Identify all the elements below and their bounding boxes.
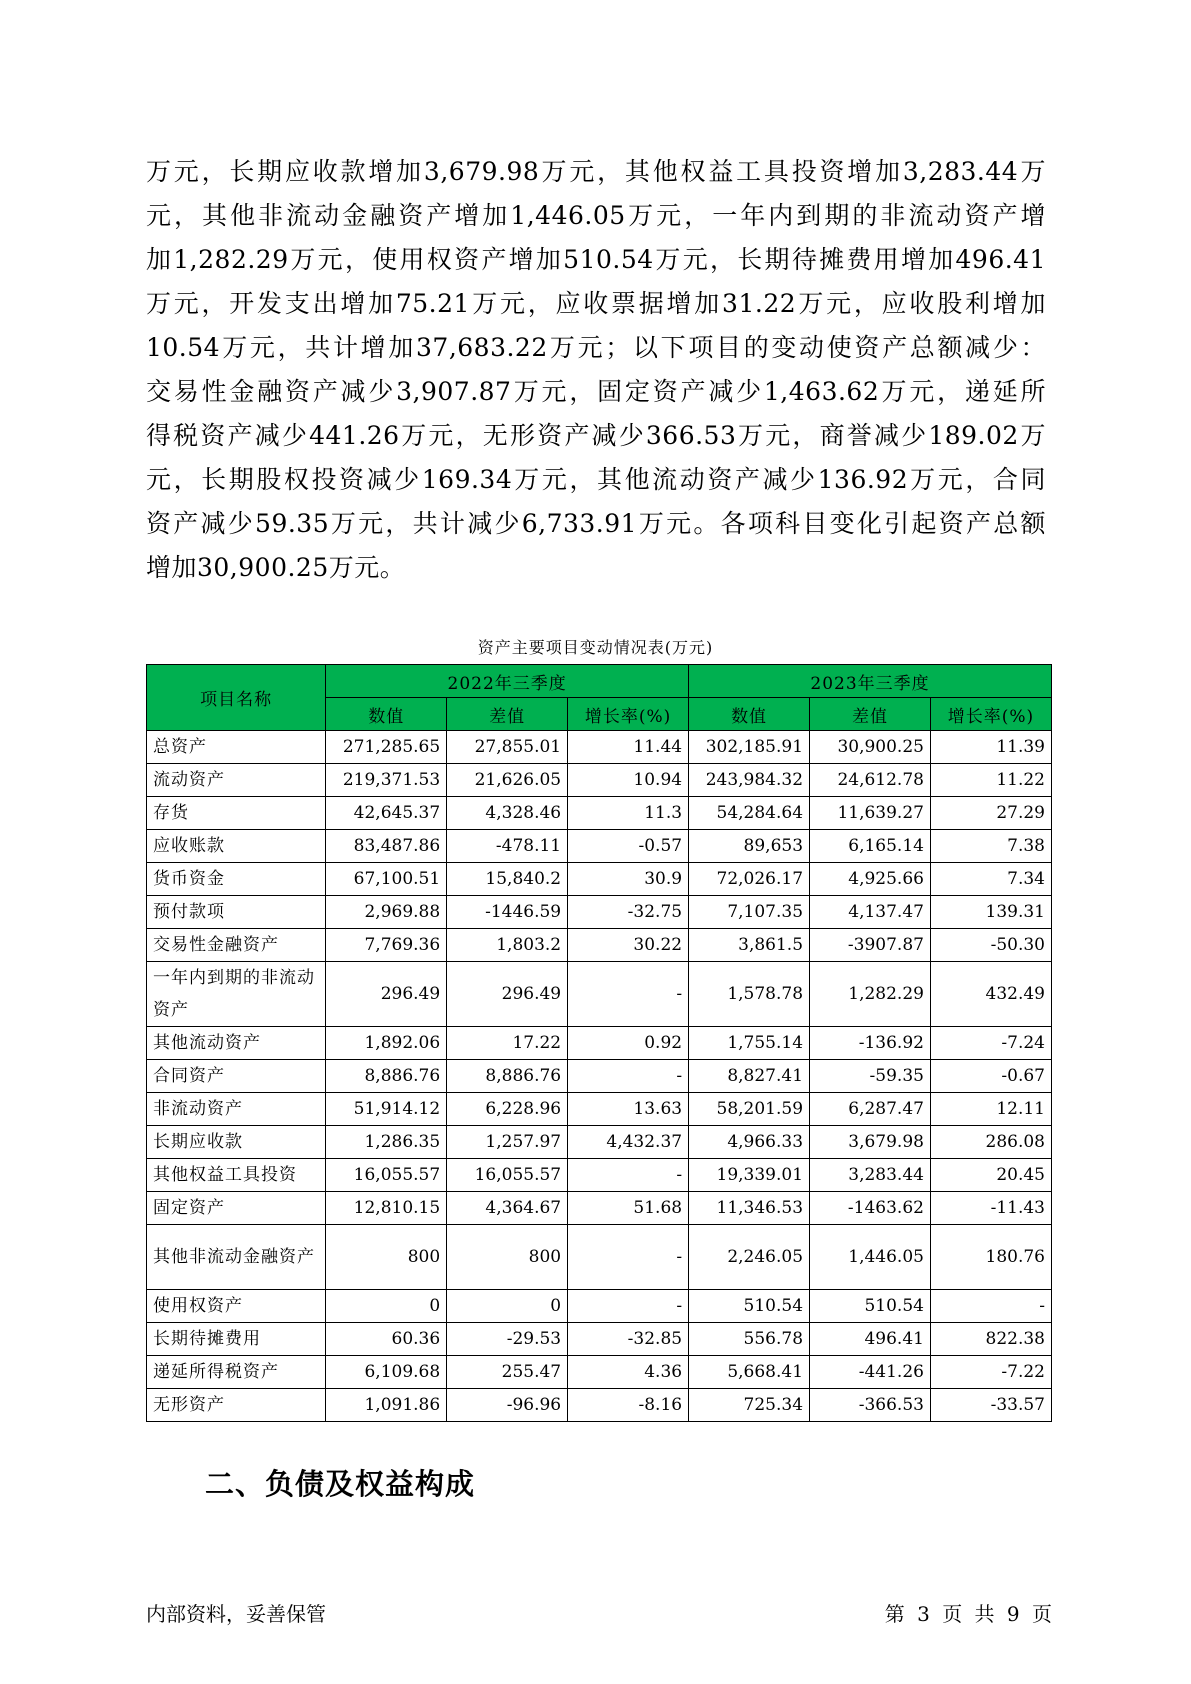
table-cell: 17.22 xyxy=(447,1027,568,1060)
table-row xyxy=(147,797,1052,830)
subheader-growth: 增长率(%) xyxy=(930,698,1051,731)
table-cell: 6,165.14 xyxy=(810,830,931,863)
paragraph-line: 加1,282.29万元，使用权资产增加510.54万元，长期待摊费用增加496.41 xyxy=(146,245,1046,274)
table-cell: 30.22 xyxy=(568,929,689,962)
table-cell: 3,283.44 xyxy=(810,1159,931,1192)
table-cell: 11,639.27 xyxy=(810,797,931,830)
paragraph-line: 万元，开发支出增加75.21万元，应收票据增加31.22万元，应收股利增加 xyxy=(146,289,1046,318)
table-cell: -8.16 xyxy=(568,1389,689,1422)
table-cell: 296.49 xyxy=(447,962,568,1027)
table-cell: 1,578.78 xyxy=(689,962,810,1027)
table-cell: 8,886.76 xyxy=(447,1060,568,1093)
table-cell: 3,679.98 xyxy=(810,1126,931,1159)
table-cell: 54,284.64 xyxy=(689,797,810,830)
table-cell: 51,914.12 xyxy=(326,1093,447,1126)
table-cell: 19,339.01 xyxy=(689,1159,810,1192)
table-cell: 27,855.01 xyxy=(447,731,568,764)
table-row xyxy=(147,1192,1052,1225)
table-cell: 432.49 xyxy=(930,962,1051,1027)
table-cell: 3,861.5 xyxy=(689,929,810,962)
table-cell: 11.22 xyxy=(930,764,1051,797)
row-label: 一年内到期的非流动资产 xyxy=(147,962,326,1027)
table-cell: 6,228.96 xyxy=(447,1093,568,1126)
table-cell: 271,285.65 xyxy=(326,731,447,764)
table-cell: 139.31 xyxy=(930,896,1051,929)
table-cell: -1463.62 xyxy=(810,1192,931,1225)
table-cell: 2,246.05 xyxy=(689,1225,810,1290)
row-label: 非流动资产 xyxy=(147,1093,326,1126)
table-row xyxy=(147,830,1052,863)
body-paragraph xyxy=(146,150,1046,590)
table-caption: 资产主要项目变动情况表(万元) xyxy=(477,638,714,657)
table-cell: -1446.59 xyxy=(447,896,568,929)
table-cell: -32.85 xyxy=(568,1323,689,1356)
table-cell: 1,755.14 xyxy=(689,1027,810,1060)
table-cell: 30,900.25 xyxy=(810,731,931,764)
table-cell: 20.45 xyxy=(930,1159,1051,1192)
table-cell: -50.30 xyxy=(930,929,1051,962)
table-cell: 7,769.36 xyxy=(326,929,447,962)
table-cell: 822.38 xyxy=(930,1323,1051,1356)
table-cell: 12,810.15 xyxy=(326,1192,447,1225)
table-cell: 11.3 xyxy=(568,797,689,830)
row-label: 总资产 xyxy=(147,731,326,764)
row-label: 长期待摊费用 xyxy=(147,1323,326,1356)
row-label: 长期应收款 xyxy=(147,1126,326,1159)
table-cell: -32.75 xyxy=(568,896,689,929)
table-cell: 72,026.17 xyxy=(689,863,810,896)
subheader-growth: 增长率(%) xyxy=(568,698,689,731)
table-row xyxy=(147,1323,1052,1356)
table-row xyxy=(147,1225,1052,1290)
table-row xyxy=(147,1159,1052,1192)
table-cell: - xyxy=(568,1225,689,1290)
table-cell: -3907.87 xyxy=(810,929,931,962)
paragraph-line: 10.54万元，共计增加37,683.22万元；以下项目的变动使资产总额减少： xyxy=(146,333,1046,362)
section-heading: 二、负债及权益构成 xyxy=(205,1467,476,1501)
row-label: 其他非流动金融资产 xyxy=(147,1225,326,1290)
table-cell: 10.94 xyxy=(568,764,689,797)
table-cell: 1,803.2 xyxy=(447,929,568,962)
table-cell: 2,969.88 xyxy=(326,896,447,929)
table-row xyxy=(147,1027,1052,1060)
table-cell: 725.34 xyxy=(689,1389,810,1422)
paragraph-line: 交易性金融资产减少3,907.87万元，固定资产减少1,463.62万元，递延所 xyxy=(146,377,1046,406)
footer-page-number: 第 3 页 共 9 页 xyxy=(884,1602,1052,1626)
row-label: 预付款项 xyxy=(147,896,326,929)
table-cell: 11.44 xyxy=(568,731,689,764)
table-cell: 0 xyxy=(447,1290,568,1323)
table-cell: 4,328.46 xyxy=(447,797,568,830)
table-row xyxy=(147,863,1052,896)
row-label: 无形资产 xyxy=(147,1389,326,1422)
paragraph-line: 得税资产减少441.26万元，无形资产减少366.53万元，商誉减少189.02万 xyxy=(146,421,1046,450)
table-cell: 496.41 xyxy=(810,1323,931,1356)
table-cell: -366.53 xyxy=(810,1389,931,1422)
paragraph-line: 元，长期股权投资减少169.34万元，其他流动资产减少136.92万元，合同 xyxy=(146,465,1046,494)
paragraph-line: 增加30,900.25万元。 xyxy=(146,553,406,582)
table-cell: 243,984.32 xyxy=(689,764,810,797)
table-cell: -7.22 xyxy=(930,1356,1051,1389)
table-cell: 60.36 xyxy=(326,1323,447,1356)
table-cell: 11,346.53 xyxy=(689,1192,810,1225)
table-cell: 8,886.76 xyxy=(326,1060,447,1093)
table-cell: 0.92 xyxy=(568,1027,689,1060)
table-cell: -0.67 xyxy=(930,1060,1051,1093)
row-label: 使用权资产 xyxy=(147,1290,326,1323)
table-cell: -7.24 xyxy=(930,1027,1051,1060)
table-cell: 30.9 xyxy=(568,863,689,896)
table-cell: 6,109.68 xyxy=(326,1356,447,1389)
table-cell: 255.47 xyxy=(447,1356,568,1389)
table-row xyxy=(147,1060,1052,1093)
table-cell: 58,201.59 xyxy=(689,1093,810,1126)
subheader-diff: 差值 xyxy=(810,698,931,731)
table-cell: -136.92 xyxy=(810,1027,931,1060)
table-cell: 15,840.2 xyxy=(447,863,568,896)
table-cell: 510.54 xyxy=(689,1290,810,1323)
table-row xyxy=(147,731,1052,764)
asset-change-table xyxy=(146,664,1052,1422)
table-cell: - xyxy=(568,1159,689,1192)
table-cell: 7.34 xyxy=(930,863,1051,896)
table-cell: 800 xyxy=(447,1225,568,1290)
row-label: 应收账款 xyxy=(147,830,326,863)
table-cell: 4,364.67 xyxy=(447,1192,568,1225)
table-cell: 1,892.06 xyxy=(326,1027,447,1060)
table-cell: -478.11 xyxy=(447,830,568,863)
table-row xyxy=(147,896,1052,929)
row-label: 其他权益工具投资 xyxy=(147,1159,326,1192)
table-cell: 556.78 xyxy=(689,1323,810,1356)
table-cell: 7,107.35 xyxy=(689,896,810,929)
table-row xyxy=(147,1126,1052,1159)
table-cell: -96.96 xyxy=(447,1389,568,1422)
table-cell: 27.29 xyxy=(930,797,1051,830)
table-row xyxy=(147,1389,1052,1422)
subheader-diff: 差值 xyxy=(447,698,568,731)
table-row xyxy=(147,764,1052,797)
table-cell: 1,282.29 xyxy=(810,962,931,1027)
row-label: 合同资产 xyxy=(147,1060,326,1093)
table-cell: -29.53 xyxy=(447,1323,568,1356)
subheader-value: 数值 xyxy=(689,698,810,731)
table-cell: 7.38 xyxy=(930,830,1051,863)
footer-confidential-note: 内部资料，妥善保管 xyxy=(146,1602,326,1626)
table-cell: 11.39 xyxy=(930,731,1051,764)
header-item-name: 项目名称 xyxy=(147,665,326,731)
table-cell: -11.43 xyxy=(930,1192,1051,1225)
table-cell: 0 xyxy=(326,1290,447,1323)
row-label: 递延所得税资产 xyxy=(147,1356,326,1389)
table-row xyxy=(147,1356,1052,1389)
table-cell: 180.76 xyxy=(930,1225,1051,1290)
table-cell: - xyxy=(568,1290,689,1323)
table-cell: 219,371.53 xyxy=(326,764,447,797)
table-cell: -33.57 xyxy=(930,1389,1051,1422)
table-cell: 4,137.47 xyxy=(810,896,931,929)
table-row xyxy=(147,1093,1052,1126)
table-cell: -441.26 xyxy=(810,1356,931,1389)
paragraph-line: 元，其他非流动金融资产增加1,446.05万元，一年内到期的非流动资产增 xyxy=(146,201,1046,230)
table-cell: -59.35 xyxy=(810,1060,931,1093)
header-period-2023: 2023年三季度 xyxy=(689,665,1052,698)
row-label: 交易性金融资产 xyxy=(147,929,326,962)
table-row xyxy=(147,929,1052,962)
table-cell: 5,668.41 xyxy=(689,1356,810,1389)
table-cell: 42,645.37 xyxy=(326,797,447,830)
table-cell: 83,487.86 xyxy=(326,830,447,863)
table-cell: 89,653 xyxy=(689,830,810,863)
table-cell: 51.68 xyxy=(568,1192,689,1225)
table-row xyxy=(147,1290,1052,1323)
table-cell: 67,100.51 xyxy=(326,863,447,896)
table-cell: 1,286.35 xyxy=(326,1126,447,1159)
table-cell: -0.57 xyxy=(568,830,689,863)
header-period-2022: 2022年三季度 xyxy=(326,665,689,698)
table-cell: 800 xyxy=(326,1225,447,1290)
table-cell: 24,612.78 xyxy=(810,764,931,797)
table-cell: 1,257.97 xyxy=(447,1126,568,1159)
row-label: 其他流动资产 xyxy=(147,1027,326,1060)
subheader-value: 数值 xyxy=(326,698,447,731)
table-cell: 4,925.66 xyxy=(810,863,931,896)
row-label: 存货 xyxy=(147,797,326,830)
table-cell: - xyxy=(930,1290,1051,1323)
table-cell: 4,966.33 xyxy=(689,1126,810,1159)
table-cell: 510.54 xyxy=(810,1290,931,1323)
paragraph-line: 万元，长期应收款增加3,679.98万元，其他权益工具投资增加3,283.44万 xyxy=(146,157,1046,186)
paragraph-line: 资产减少59.35万元，共计减少6,733.91万元。各项科目变化引起资产总额 xyxy=(146,509,1046,538)
table-cell: 6,287.47 xyxy=(810,1093,931,1126)
table-cell: - xyxy=(568,1060,689,1093)
table-row xyxy=(147,962,1052,1027)
table-cell: 296.49 xyxy=(326,962,447,1027)
table-cell: 13.63 xyxy=(568,1093,689,1126)
table-cell: 1,091.86 xyxy=(326,1389,447,1422)
table-cell: 4,432.37 xyxy=(568,1126,689,1159)
table-cell: 8,827.41 xyxy=(689,1060,810,1093)
table-cell: 21,626.05 xyxy=(447,764,568,797)
row-label: 货币资金 xyxy=(147,863,326,896)
table-cell: 302,185.91 xyxy=(689,731,810,764)
table-cell: 1,446.05 xyxy=(810,1225,931,1290)
row-label: 流动资产 xyxy=(147,764,326,797)
table-cell: 4.36 xyxy=(568,1356,689,1389)
table-cell: 286.08 xyxy=(930,1126,1051,1159)
table-cell: 16,055.57 xyxy=(326,1159,447,1192)
table-cell: 12.11 xyxy=(930,1093,1051,1126)
table-cell: - xyxy=(568,962,689,1027)
table-cell: 16,055.57 xyxy=(447,1159,568,1192)
row-label: 固定资产 xyxy=(147,1192,326,1225)
